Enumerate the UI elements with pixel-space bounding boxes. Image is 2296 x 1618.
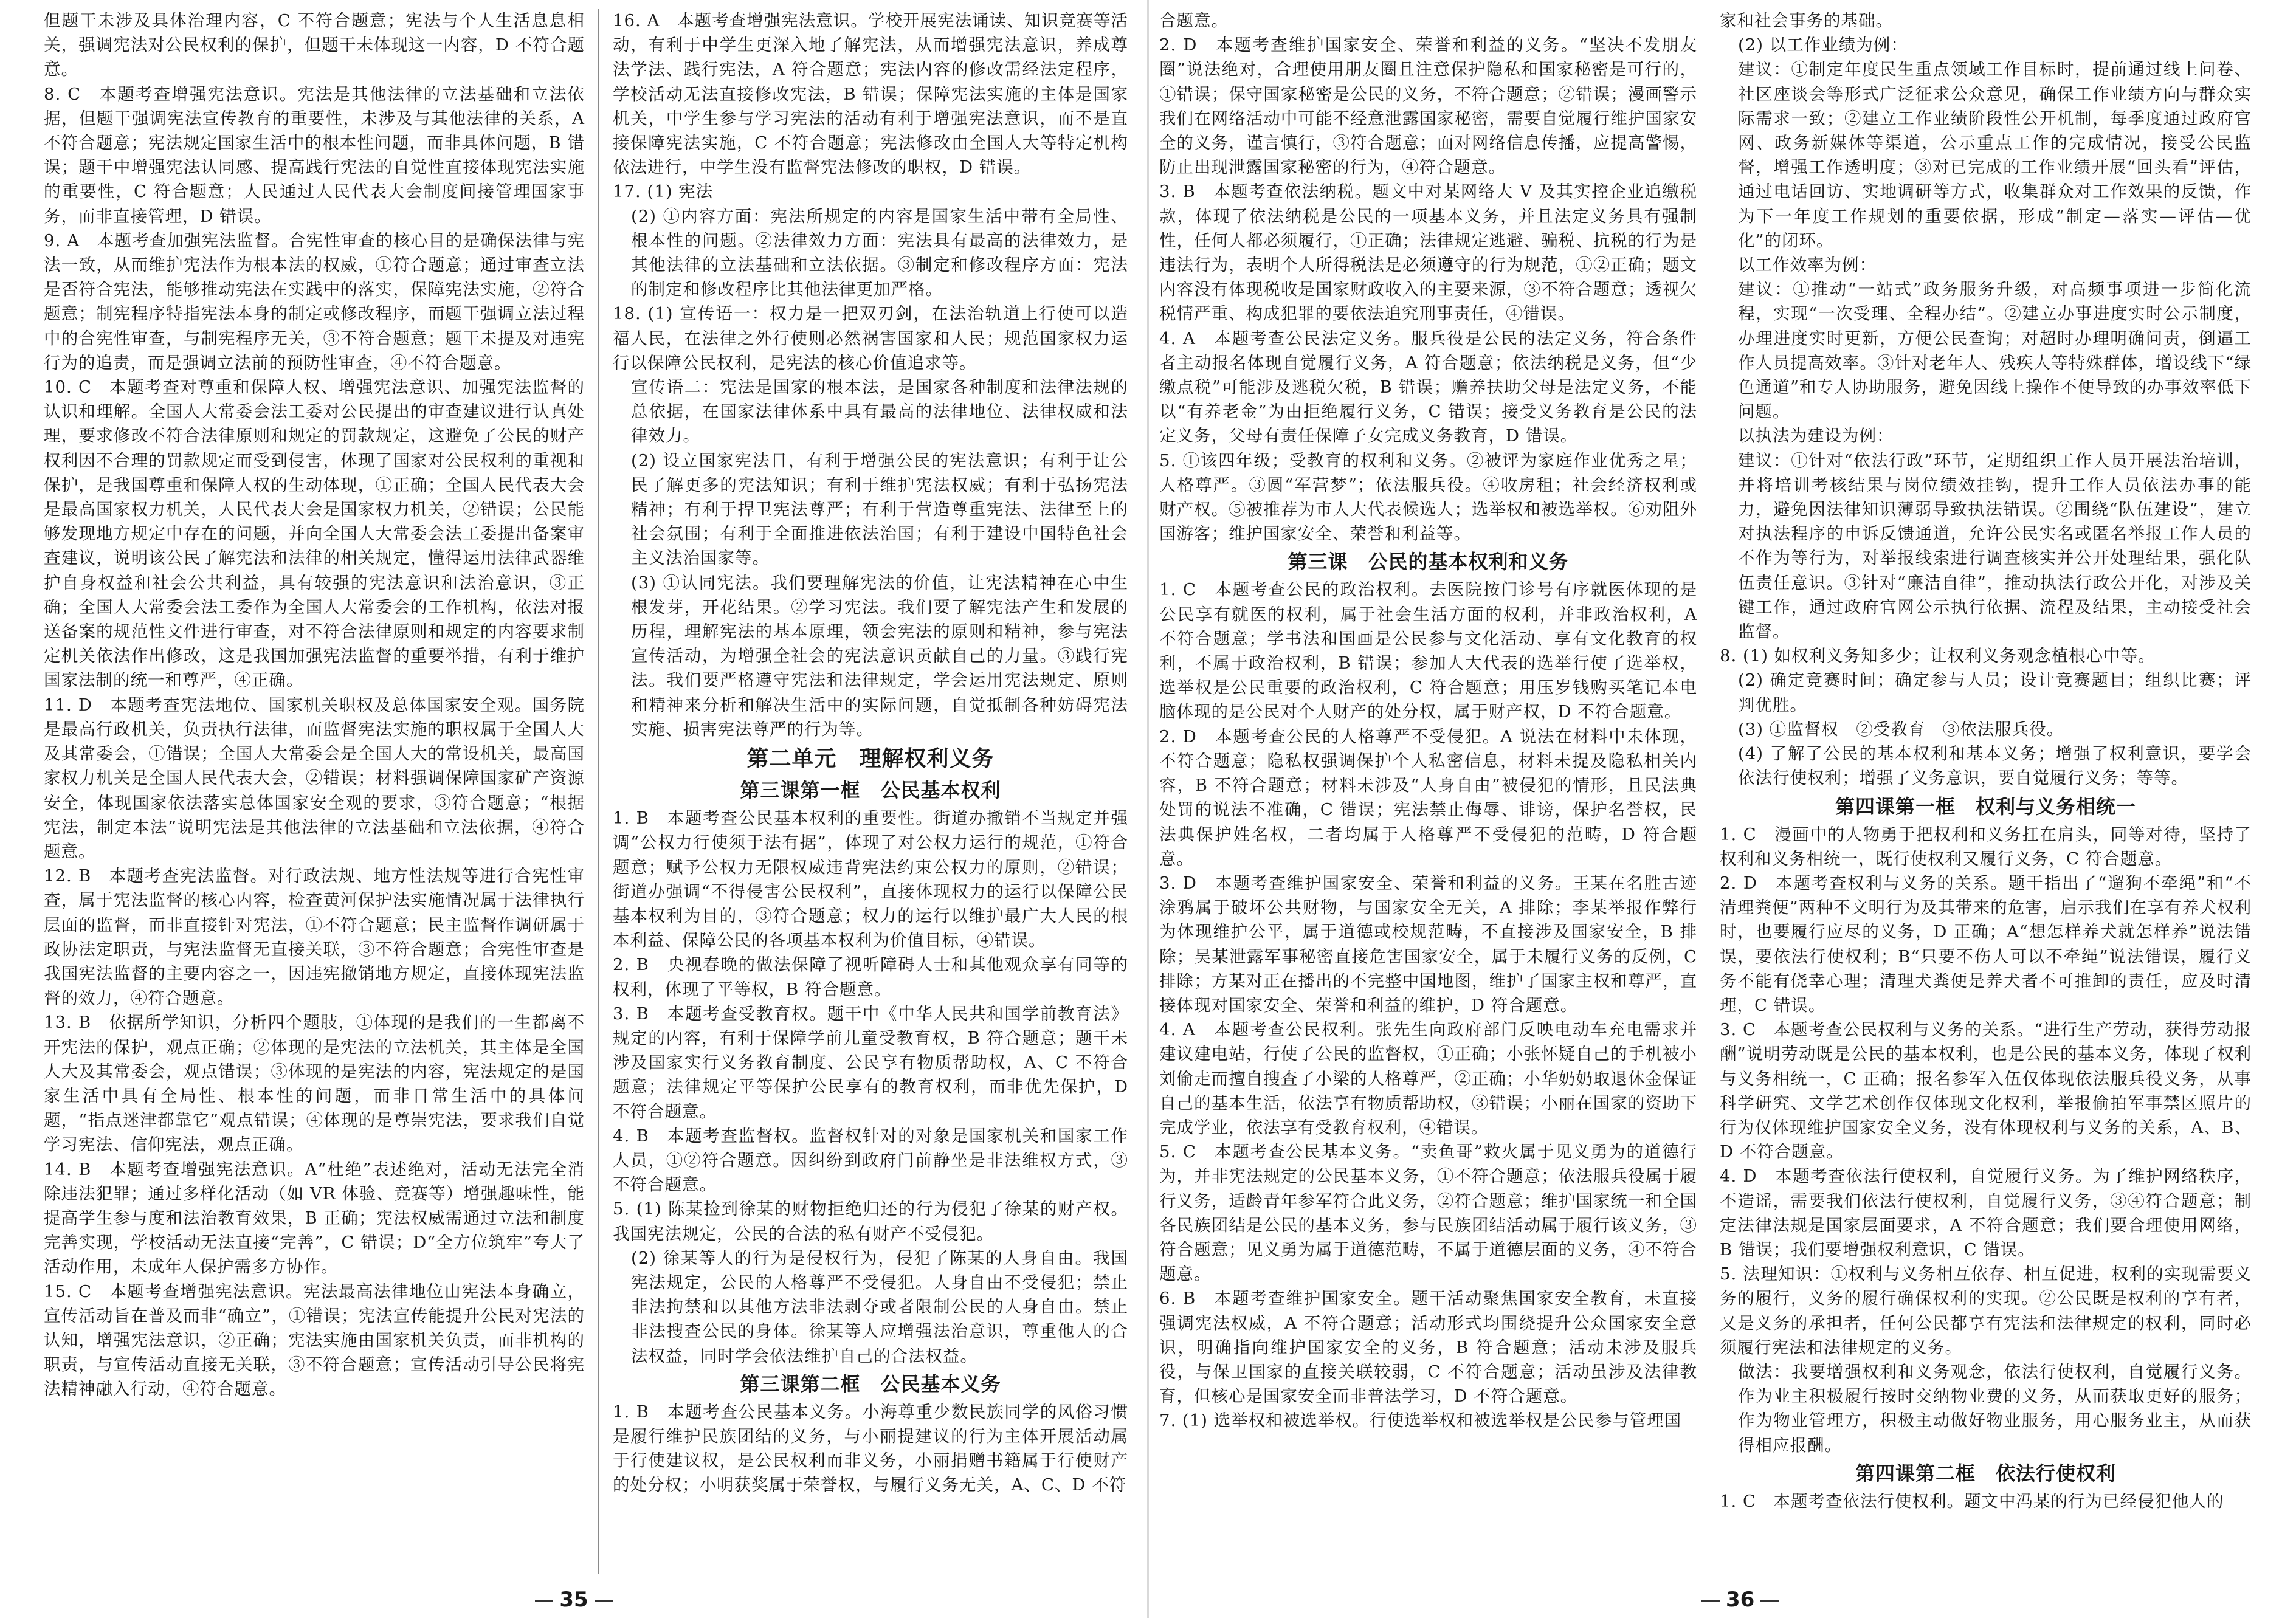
- answer-paragraph: 1. C 漫画中的人物勇于把权利和义务扛在肩头，同等对待，坚持了权利和义务相统一，既行使权利又履行义务，C 符合题意。: [1720, 824, 2252, 869]
- answer-paragraph: 做法：我要增强权利和义务观念，依法行使权利，自觉履行义务。作为业主积极履行按时交纳物业费的义务，从而获取更好的服务；作为物业管理方，积极主动做好物业服务，用心服务业主，从而获得相应报酬。: [1738, 1362, 2252, 1455]
- unit-heading: 第二单元 理解权利义务: [746, 746, 995, 772]
- answer-paragraph: 2. D 本题考查权利与义务的关系。题干指出了“遛狗不牵绳”和“不清理粪便”两种不文明行为及其带来的危害，启示我们在享有养犬权利时，也要履行应尽的义务，D 正确；A“想怎样养犬就怎样养”说法错误，要依法行使权利；B“只要不伤人可以不牵绳”说法错误，履行义务不能有侥幸心理；清理犬粪便是养犬者不可推卸的责任，应及时清理，C 错误。: [1720, 873, 2252, 1015]
- answer-paragraph: 1. C 本题考查依法行使权利。题文中冯某的行为已经侵犯他人的: [1720, 1491, 2224, 1511]
- section-heading: 第三课第二框 公民基本义务: [740, 1372, 1001, 1396]
- answer-paragraph: (2) 徐某等人的行为是侵权行为，侵犯了陈某的人身自由。我国宪法规定，公民的人格尊严不受侵犯。人身自由不受侵犯；禁止非法拘禁和以其他方法非法剥夺或者限制公民的人身自由。禁止非法搜查公民的身体。徐某等人应增强法治意识，尊重他人的合法权益，同时学会依法维护自己的合法权益。: [631, 1248, 1128, 1366]
- answer-paragraph: 1. C 本题考查公民的政治权利。去医院按门诊号有序就医体现的是公民享有就医的权利，属于社会生活方面的权利，并非政治权利，A 不符合题意；学书法和国画是公民参与文化活动、享有文化教育的权利，不属于政治权利，B 错误；参加人大代表的选举行使了选举权，选举权是公民重要的政治权利，C 符合题意；用压岁钱购买笔记本电脑体现的是公民对个人财产的处分权，属于财产权，D 不符合题意。: [1159, 580, 1697, 722]
- page-number-text: 36: [1726, 1588, 1755, 1612]
- section-heading: 第四课第二框 依法行使权利: [1855, 1461, 2116, 1485]
- answer-paragraph: 4. D 本题考查依法行使权利，自觉履行义务。为了维护网络秩序，不造谣，需要我们依法行使权利，自觉履行义务，③④符合题意；制定法律法规是国家层面要求，A 不符合题意；我们要合理使用网络，B 错误；我们要增强权利意识，C 错误。: [1720, 1166, 2252, 1259]
- answer-paragraph: 6. B 本题考查维护国家安全。题干活动聚焦国家安全教育，未直接强调宪法权威，A 不符合题意；活动形式均围绕提升公众国家安全意识，明确指向维护国家安全的义务，B 符合题意；活动未涉及服兵役，与保卫国家的直接关联较弱，C 不符合题意；活动虽涉及法律教育，但核心是国家安全而非普法学习，D 不符合题意。: [1159, 1289, 1697, 1406]
- answer-paragraph: 3. B 本题考查依法纳税。题文中对某网络大 V 及其实控企业追缴税款，体现了依法纳税是公民的一项基本义务，并且法定义务具有强制性，任何人都必须履行，①正确；法律规定逃避、骗税、抗税的行为是违法行为，表明个人所得税法是必须遵守的行为规范，①②正确；题文内容没有体现税收是国家财政收入的主要来源，③不符合题意；透视欠税情严重、构成犯罪的要依法追究刑事责任，④错误。: [1159, 182, 1697, 324]
- answer-paragraph: 7. (1) 选举权和被选举权。行使选举权和被选举权是公民参与管理国: [1159, 1411, 1682, 1431]
- answer-paragraph: 9. A 本题考查加强宪法监督。合宪性审查的核心目的是确保法律与宪法一致，从而维护宪法作为根本法的权威，①符合题意；通过审查立法是否符合宪法，能够推动宪法在实践中的落实，保障宪法实施，②符合题意；制宪程序特指宪法本身的制定或修改程序，而题干强调立法过程中的合宪性审查，与制宪程序无关，③不符合题意；题干未提及对违宪行为的追责，而是强调立法前的预防性审查，④不符合题意。: [44, 230, 585, 373]
- answer-paragraph: (2) 设立国家宪法日，有利于增强公民的宪法意识；有利于让公民了解更多的宪法知识；有利于维护宪法权威；有利于弘扬宪法精神；有利于捍卫宪法尊严；有利于营造尊重宪法、法律至上的社会氛围；有利于全面推进依法治国；有利于建设中国特色社会主义法治国家等。: [631, 450, 1128, 568]
- page-right: [1148, 0, 2296, 1618]
- left-column-1: [44, 9, 585, 1578]
- answer-paragraph: 2. D 本题考查公民的人格尊严不受侵犯。A 说法在材料中未体现，不符合题意；隐私权强调保护个人私密信息，材料未提及隐私相关内容，B 不符合题意；材料未涉及“人身自由”被侵犯的情形，且民法典处罚的说法不准确，C 错误；宪法禁止侮辱、诽谤，保护名誉权，民法典保护姓名权，二者均属于人格尊严不受侵犯的范畴，D 符合题意。: [1159, 726, 1697, 869]
- page-number-right: [1148, 1588, 2296, 1612]
- answer-paragraph: (2) ①内容方面：宪法所规定的内容是国家生活中带有全局性、根本性的问题。②法律效力方面：宪法具有最高的法律效力，是其他法律的立法基础和立法依据。③制定和修改程序方面：宪法的制定和修改程序比其他法律更加严格。: [631, 206, 1128, 300]
- answer-paragraph: 2. D 本题考查维护国家安全、荣誉和利益的义务。“坚决不发朋友圈”说法绝对，合理使用朋友圈且注意保护隐私和国家秘密是可行的，①错误；保守国家秘密是公民的义务，不符合题意；②错误；漫画警示我们在网络活动中可能不经意泄露国家秘密，需要自觉履行维护国家安全的义务，谨言慎行，③符合题意；面对网络信息传播，应提高警惕，防止出现泄露国家秘密的行为，④符合题意。: [1159, 35, 1697, 177]
- answer-paragraph: (3) ①认同宪法。我们要理解宪法的价值，让宪法精神在心中生根发芽，开花结果。②学习宪法。我们要了解宪法产生和发展的历程，理解宪法的基本原理，领会宪法的原则和精神，参与宪法宣传活动，为增强全社会的宪法意识贡献自己的力量。③践行宪法。我们要严格遵守宪法和法律规定，学会运用宪法规定、原则和精神来分析和解决生活中的实际问题，自觉抵制各种妨碍宪法实施、损害宪法尊严的行为等。: [631, 573, 1128, 739]
- answer-paragraph: 5. (1) 陈某捡到徐某的财物拒绝归还的行为侵犯了徐某的财产权。我国宪法规定，公民的合法的私有财产不受侵犯。: [613, 1199, 1128, 1244]
- right-column-2: [1720, 9, 2252, 1578]
- answer-paragraph: 建议：①针对“依法行政”环节，定期组织工作人员开展法治培训，并将培训考核结果与岗位绩效挂钩，提升工作人员依法办事的能力，避免因法律知识薄弱导致执法错误。②围绕“队伍建设”，建立对执法程序的申诉反馈通道，允许公民实名或匿名举报工作人员的不作为等行为，对举报线索进行调查核实并公开处理结果，强化队伍责任意识。③针对“廉洁自律”，推动执法行政公开化，对涉及关键工作，通过政府官网公示执行依据、流程及结果，主动接受社会监督。: [1738, 450, 2252, 642]
- answer-paragraph: 4. A 本题考查公民权利。张先生向政府部门反映电动车充电需求并建议建电站，行使了公民的监督权，①正确；小张怀疑自己的手机被小刘偷走而擅自搜查了小梁的人格尊严，②正确；小华奶奶取退休金保证自己的基本生活，依法享有物质帮助权，③错误；小丽在国家的资助下完成学业，依法享有受教育权利，④错误。: [1159, 1020, 1697, 1137]
- answer-paragraph: 1. B 本题考查公民基本义务。小海尊重少数民族同学的风俗习惯是履行维护民族团结的义务，与小丽提建议的行为主体开展活动属于行使建议权，是公民权利而非义务，小丽捐赠书籍属于行使财产的处分权；小明获奖属于荣誉权，与履行义务无关，A、C、D 不符: [613, 1402, 1128, 1495]
- left-column-2: [613, 9, 1128, 1578]
- answer-paragraph: 8. (1) 如权利义务知多少；让权利义务观念植根心中等。: [1720, 646, 2156, 666]
- answer-paragraph: 5. ①该四年级；受教育的权利和义务。②被评为家庭作业优秀之星；人格尊严。③圆“军营梦”；依法服兵役。④收房租；社会经济权利或财产权。⑤被推荐为市人大代表候选人；选举权和被选举权。⑥劝阻外国游客；维护国家安全、荣誉和利益等。: [1159, 450, 1697, 544]
- answer-paragraph: 5. 法理知识：①权利与义务相互依存、相互促进，权利的实现需要义务的履行，义务的履行确保权利的实现。②公民既是权利的享有者，又是义务的承担者，任何公民都享有宪法和法律规定的权利，同时必须履行宪法和法律规定的义务。: [1720, 1264, 2252, 1357]
- answer-paragraph: 1. B 本题考查公民基本权利的重要性。街道办撤销不当规定并强调“公权力行使须于法有据”，体现了对公权力运行的规范，①符合题意；赋予公权力无限权威违背宪法约束公权力的原则，②错误；街道办强调“不得侵害公民权利”，直接体现权力的运行以保障公民基本权利为目的，③符合题意；权力的运行以维护最广大人民的根本利益、保障公民的各项基本权利为价值目标，④错误。: [613, 808, 1128, 951]
- answer-paragraph: 4. B 本题考查监督权。监督权针对的对象是国家机关和国家工作人员，①②符合题意。因纠纷到政府门前静坐是非法维权方式，③不符合题意。: [613, 1126, 1128, 1195]
- answer-paragraph: 12. B 本题考查宪法监督。对行政法规、地方性法规等进行合宪性审查，属于宪法监督的核心内容，检查黄河保护法实施情况属于法律执行层面的监督，而非直接针对宪法，①不符合题意；民主监督作调研属于政协法定职责，与宪法监督无直接关联，③不符合题意；合宪性审查是我国宪法监督的主要内容之一，因违宪撤销地方规定，直接体现宪法监督的效力，④符合题意。: [44, 866, 585, 1008]
- answer-paragraph: 13. B 依据所学知识，分析四个题肢，①体现的是我们的一生都离不开宪法的保护，观点正确；②体现的是宪法的立法机关，其主体是全国人大及其常委会，观点错误；③体现的是宪法的内容，宪法规定的是国家生活中具有全局性、根本性的问题，而非日常生活中的具体问题，“指点迷津都靠它”观点错误；④体现的是尊崇宪法，要求我们自觉学习宪法、信仰宪法，观点正确。: [44, 1013, 585, 1155]
- answer-paragraph: 4. A 本题考查公民法定义务。服兵役是公民的法定义务，符合条件者主动报名体现自觉履行义务，A 符合题意；依法纳税是义务，但“少缴点税”可能涉及逃税欠税，B 错误；赡养扶助父母是法定义务，不能以“有养老金”为由拒绝履行义务，C 错误；接受义务教育是公民的法定义务，父母有责任保障子女完成义务教育，D 错误。: [1159, 328, 1697, 446]
- answer-paragraph: 11. D 本题考查宪法地位、国家机关职权及总体国家安全观。国务院是最高行政机关，负责执行法律，而监督宪法实施的职权属于全国人大及其常委会，①错误；全国人大常委会是全国人大的常设机关，最高国家权力机关是全国人民代表大会，②错误；材料强调保障国家矿产资源安全，体现国家依法落实总体国家安全观的要求，③符合题意；“根据宪法，制定本法”说明宪法是其他法律的立法基础和立法依据，④符合题意。: [44, 695, 585, 861]
- answer-paragraph: 18. (1) 宣传语一：权力是一把双刃剑，在法治轨道上行使可以造福人民，在法律之外行使则必然祸害国家和人民；规范国家权力运行以保障公民权利，是宪法的核心价值追求等。: [613, 304, 1128, 373]
- section-heading: 第四课第一框 权利与义务相统一: [1835, 794, 2136, 818]
- answer-paragraph: 建议：①制定年度民生重点领域工作目标时，提前通过线上问卷、社区座谈会等形式广泛征求公众意见，确保工作业绩方向与群众实际需求一致；②建立工作业绩阶段性公开机制，每季度通过政府官网、政务新媒体等渠道，公示重点工作的完成情况，接受公民监督，增强工作透明度；③对已完成的工作业绩开展“回头看”评估，通过电话回访、实地调研等方式，收集群众对工作效果的反馈，作为下一年度工作规划的重要依据，形成“制定—落实—评估—优化”的闭环。: [1738, 60, 2252, 250]
- right-column-1: [1159, 9, 1697, 1578]
- answer-paragraph: (3) ①监督权 ②受教育 ③依法服兵役。: [1738, 719, 2064, 739]
- answer-paragraph: 15. C 本题考查增强宪法意识。宪法最高法律地位由宪法本身确立，宣传活动旨在普及而非“确立”，①错误；宪法宣传能提升公民对宪法的认知，增强宪法意识，②正确；宪法实施由国家机关负责，而非机构的职责，与宣传活动直接无关联，③不符合题意；宣传活动引导公民将宪法精神融入行动，④符合题意。: [44, 1281, 585, 1399]
- answer-paragraph: 3. D 本题考查维护国家安全、荣誉和利益的义务。王某在名胜古迹涂鸦属于破坏公共财物，与国家安全无关，A 排除；李某举报作弊行为体现维护公平，属于道德或校规范畴，不直接涉及国家安全，B 排除；吴某泄露军事秘密直接危害国家安全，属于未履行义务的反例，C 排除；方某对正在播出的不完整中国地图，维护了国家主权和尊严，直接体现对国家安全、荣誉和利益的维护，D 符合题意。: [1159, 873, 1697, 1015]
- answer-paragraph: 17. (1) 宪法: [613, 182, 714, 202]
- answer-paragraph: 10. C 本题考查对尊重和保障人权、增强宪法意识、加强宪法监督的认识和理解。全国人大常委会法工委对公民提出的审查建议进行认真处理，要求修改不符合法律原则和规定的罚款规定，这避免了公民的财产权利因不合理的罚款规定而受到侵害，体现了国家对公民权利的重视和保护，是我国尊重和保障人权的生动体现，①正确；全国人民代表大会是最高国家权力机关，人民代表大会是国家权力机关，②错误；公民能够发现地方规定中存在的问题，并向全国人大常委会法工委提出备案审查建议，说明该公民了解宪法和法律的相关规定，懂得运用法律武器维护自身权益和社会公共利益，具有较强的宪法意识和法治意识，③正确；全国人大常委会法工委作为全国人大常委会的工作机构，依法对报送备案的规范性文件进行审查，对不符合法律原则和规定的内容要求制定机关依法作出修改，这是我国加强宪法监督的重要举措，有利于维护国家法制的统一和尊严，④正确。: [44, 377, 585, 690]
- section-heading: 第三课第一框 公民基本权利: [740, 779, 1001, 802]
- page-number-left: [0, 1588, 1148, 1612]
- answer-paragraph: 16. A 本题考查增强宪法意识。学校开展宪法诵读、知识竞赛等活动，有利于中学生更深入地了解宪法，从而增强宪法意识，养成尊法学法、践行宪法，A 符合题意；宪法内容的修改需经法定程序，学校活动无法直接修改宪法，B 错误；保障宪法实施的主体是国家机关，中学生参与学习宪法的活动有利于增强宪法意识，而不是直接保障宪法实施，C 不符合题意；宪法修改由全国人大等特定机构依法进行，中学生没有监督宪法修改的职权，D 错误。: [613, 11, 1128, 177]
- answer-paragraph: 3. B 本题考查受教育权。题干中《中华人民共和国学前教育法》规定的内容，有利于保障学前儿童受教育权，B 符合题意；题干未涉及国家实行义务教育制度、公民享有物质帮助权，A、C 不符合题意；法律规定平等保护公民享有的教育权利，而非优先保护，D 不符合题意。: [613, 1004, 1128, 1121]
- answer-paragraph: 5. C 本题考查公民基本义务。“卖鱼哥”救火属于见义勇为的道德行为，并非宪法规定的公民基本义务，①不符合题意；依法服兵役属于履行义务，适龄青年参军符合此义务，②符合题意；维护国家统一和全国各民族团结是公民的基本义务，参与民族团结活动属于履行该义务，③符合题意；见义勇为属于道德范畴，不属于道德层面的义务，④不符合题意。: [1159, 1142, 1697, 1284]
- answer-paragraph: 家和社会事务的基础。: [1720, 11, 1893, 30]
- answer-paragraph: 14. B 本题考查增强宪法意识。A“杜绝”表述绝对，活动无法完全消除违法犯罪；通过多样化活动（如 VR 体验、竞赛等）增强趣味性，能提高学生参与度和法治教育效果，B 正确；宪法权威需通过立法和制度完善实现，学校活动无法直接“完善”，C 错误；D“全方位筑牢”夸大了活动作用，未成年人保护需多方协作。: [44, 1159, 585, 1277]
- answer-paragraph: 但题干未涉及具体治理内容，C 不符合题意；宪法与个人生活息息相关，强调宪法对公民权利的保护，但题干未体现这一内容，D 不符合题意。: [44, 11, 585, 80]
- answer-paragraph: (2) 确定竞赛时间；确定参与人员；设计竞赛题目；组织比赛；评判优胜。: [1738, 670, 2252, 715]
- page-number-text: 35: [559, 1588, 588, 1612]
- section-heading: 第三课 公民的基本权利和义务: [1288, 550, 1569, 574]
- answer-paragraph: (2) 以工作业绩为例：: [1738, 35, 1908, 55]
- answer-paragraph: 以工作效率为例：: [1738, 255, 1877, 275]
- answer-paragraph: 8. C 本题考查增强宪法意识。宪法是其他法律的立法基础和立法依据，但题干强调宪法宣传教育的重要性，未涉及与其他法律的关系，A 不符合题意；宪法规定国家生活中的根本性问题，而非具体问题，B 错误；题干中增强宪法认同感、提高践行宪法的自觉性直接体现宪法实施的重要性，C 符合题意；人民通过人民代表大会制度间接管理国家事务，而非直接管理，D 错误。: [44, 84, 585, 226]
- answer-paragraph: 建议：①推动“一站式”政务服务升级，对高频事项进一步简化流程，实现“一次受理、全程办结”。②建立办事进度实时公示制度，办理进度实时更新，方便公民查询；对超时办理明确问责，倒逼工作人员提高效率。③针对老年人、残疾人等特殊群体，增设线下“绿色通道”和专人协助服务，避免因线上操作不便导致的办事效率低下问题。: [1738, 280, 2252, 422]
- answer-paragraph: 3. C 本题考查公民权利与义务的关系。“进行生产劳动，获得劳动报酬”说明劳动既是公民的基本权利，也是公民的基本义务，体现了权利与义务相统一，C 正确；报名参军入伍仅体现依法服兵役义务，从事科学研究、文学艺术创作仅体现文化权利，举报偷拍军事禁区照片的行为仅体现维护国家安全义务，没有体现权利与义务的关系，A、B、D 不符合题意。: [1720, 1020, 2252, 1162]
- answer-paragraph: 以执法为建设为例：: [1738, 426, 1894, 446]
- answer-paragraph: 2. B 央视春晚的做法保障了视听障碍人士和其他观众享有同等的权利，体现了平等权，B 符合题意。: [613, 955, 1128, 999]
- answer-paragraph: 宣传语二：宪法是国家的根本法，是国家各种制度和法律法规的总依据，在国家法律体系中具有最高的法律地位、法律权威和法律效力。: [631, 377, 1128, 446]
- answer-paragraph: (4) 了解了公民的基本权利和基本义务；增强了权利意识，要学会依法行使权利；增强了义务意识，要自觉履行义务；等等。: [1738, 744, 2252, 788]
- answer-paragraph: 合题意。: [1159, 11, 1229, 30]
- column-divider: [598, 9, 599, 1574]
